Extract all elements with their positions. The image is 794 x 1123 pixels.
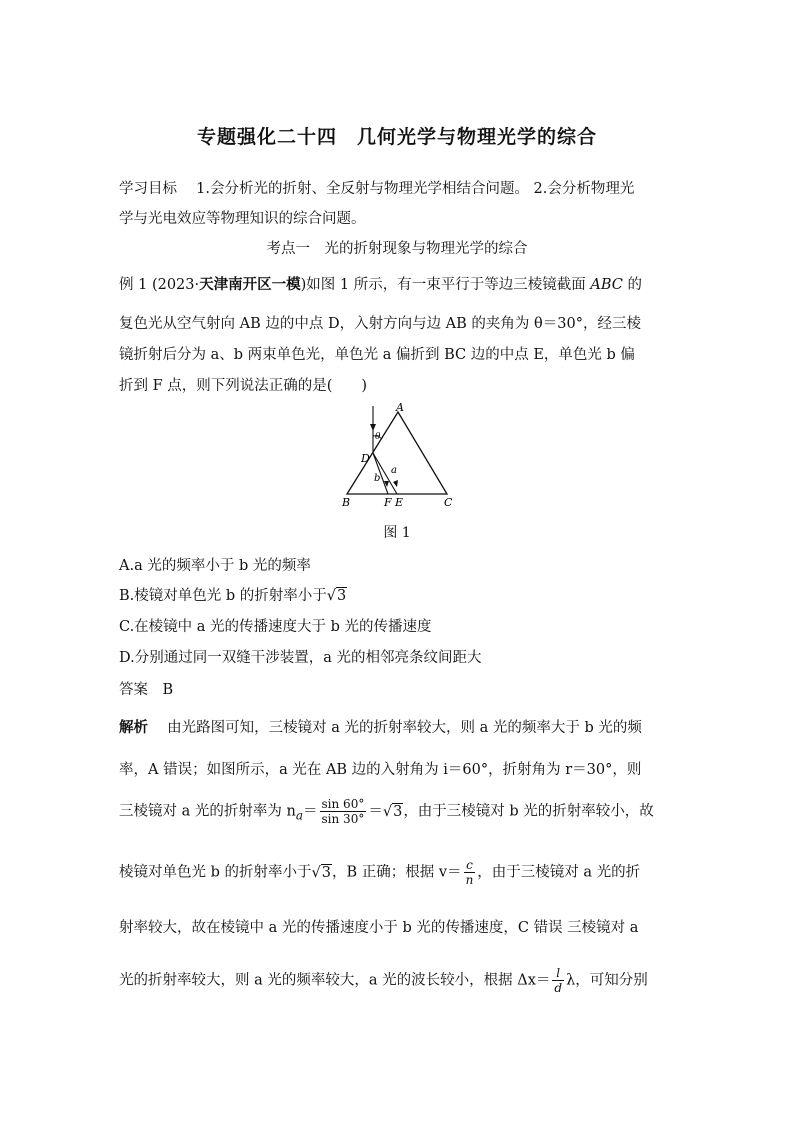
ray-a-arrow-icon — [393, 480, 398, 487]
analysis-l3-post: ，由于三棱镜对 b 光的折射率较小，故 — [403, 803, 654, 820]
objectives-text-1: 1.会分析光的折射、全反射与物理光学相结合问题。 2.会分析物理光 — [196, 181, 635, 197]
analysis-l3-pre: 三棱镜对 a 光的折射率为 n — [119, 803, 296, 820]
option-b — [119, 584, 679, 605]
incident-arrow-icon — [370, 424, 376, 431]
analysis-line-4 — [119, 858, 679, 887]
label-F: F — [384, 496, 392, 509]
example-line-3: 镜折射后分为 a、b 两束单色光，单色光 a 偏折到 BC 边的中点 E，单色光 b 偏 — [119, 347, 635, 363]
label-A: A — [396, 402, 404, 414]
analysis-l3-sub: a — [295, 808, 304, 823]
answer-line — [119, 678, 679, 699]
sin-fraction: $\frac{\sin 60^\circ}{\sin 30^\circ}$ — [321, 797, 365, 826]
analysis-l6-post: λ，可知分别 — [566, 972, 648, 989]
option-b-text: B.棱镜对单色光 b 的折射率小于 — [119, 588, 327, 604]
option-a: A.a 光的频率小于 b 光的频率 — [119, 558, 311, 574]
option-d: D.分别通过同一双缝干涉装置，a 光的相邻亮条纹间距大 — [119, 650, 482, 666]
analysis-line-2: 率，A 错误；如图所示，a 光在 AB 边的入射角为 i＝60°，折射角为 r＝30°，则 — [119, 762, 642, 778]
example-abc: ABC — [590, 277, 623, 293]
answer-value: B — [162, 682, 174, 698]
label-E: E — [395, 496, 404, 509]
analysis-l4-post: ，由于三棱镜对 a 光的折 — [477, 864, 641, 881]
example-lead: 例 1 (2023· — [119, 277, 200, 293]
c-over-n-fraction: $\frac{c}{n}$ — [465, 858, 474, 887]
example-line1-rest: )如图 1 所示，有一束平行于等边三棱镜截面 — [300, 277, 586, 293]
l-over-d-fraction: $\frac{l}{d}$ — [554, 966, 563, 995]
analysis-l3-sqrt: √3 — [382, 803, 403, 820]
objectives-line-2: 学与光电效应等物理知识的综合问题。 — [119, 211, 366, 227]
label-b: b — [374, 473, 381, 484]
label-C: C — [444, 496, 453, 509]
analysis-l3-eq2: ＝ — [368, 803, 383, 820]
analysis-text-1: 由光路图可知，三棱镜对 a 光的折射率较大，则 a 光的频率大于 b 光的频 — [167, 720, 642, 736]
example-source: 天津南开区一模 — [199, 277, 301, 293]
example-line-2: 复色光从空气射向 AB 边的中点 D，入射方向与边 AB 的夹角为 θ＝30°，经三棱 — [119, 316, 641, 332]
analysis-line-5: 射率较大，故在棱镜中 a 光的传播速度小于 b 光的传播速度，C 错误 三棱镜对 a — [119, 920, 639, 936]
label-D: D — [361, 452, 370, 465]
example-line1-end: 的 — [622, 277, 642, 293]
analysis-line-6 — [119, 966, 679, 995]
prism-diagram — [332, 402, 462, 517]
section-heading: 考点一 光的折射现象与物理光学的综合 — [266, 241, 528, 257]
option-c: C.在棱镜中 a 光的传播速度大于 b 光的传播速度 — [119, 619, 432, 635]
analysis-l4-pre: 棱镜对单色光 b 的折射率小于 — [119, 864, 312, 881]
analysis-label: 解析 — [119, 720, 148, 736]
example-line-1 — [119, 273, 679, 294]
label-theta: θ — [375, 432, 381, 442]
analysis-l4-sqrt: √3 — [311, 864, 331, 881]
figure-caption: 图 1 — [383, 525, 411, 541]
objectives-label: 学习目标 — [119, 181, 177, 197]
page-title: 专题强化二十四 几何光学与物理光学的综合 — [196, 126, 597, 148]
analysis-l4-mid: ，B 正确；根据 v＝ — [331, 864, 462, 881]
label-a: a — [391, 465, 397, 476]
label-B: B — [342, 496, 351, 509]
analysis-line-3 — [119, 797, 679, 826]
analysis-line-1 — [119, 716, 679, 737]
analysis-l3-eq: ＝ — [303, 803, 318, 820]
option-b-sqrt: √3 — [326, 588, 347, 604]
analysis-l6-pre: 光的折射率较大，则 a 光的频率较大，a 光的波长较小，根据 Δx＝ — [119, 972, 551, 989]
objectives-line-1 — [119, 177, 679, 198]
answer-label: 答案 — [119, 682, 148, 698]
example-line-4: 折到 F 点，则下列说法正确的是( ) — [119, 378, 368, 394]
